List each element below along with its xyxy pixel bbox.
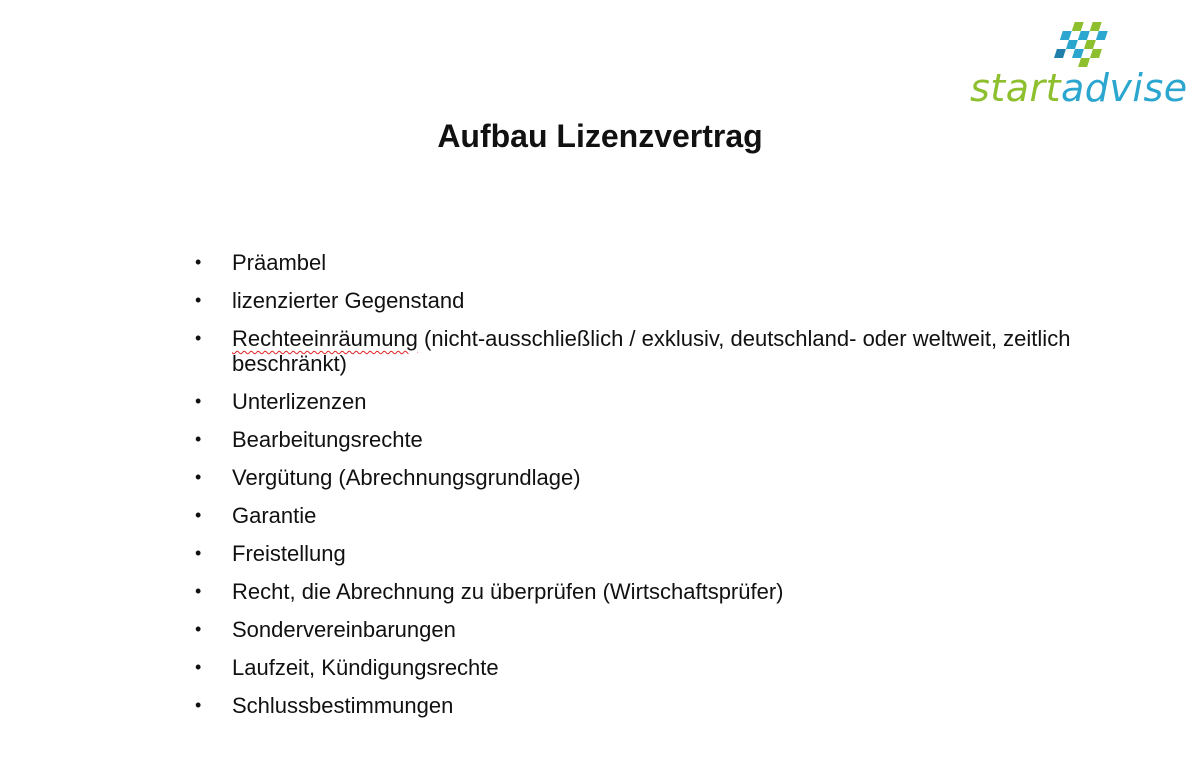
- bullet-text: Freistellung: [232, 541, 346, 566]
- bullet-icon: •: [195, 328, 202, 348]
- slide-title: Aufbau Lizenzvertrag: [437, 118, 763, 154]
- bullet-text: (nicht-ausschließlich / exklusiv, deutschland- oder weltweit, zeitlich beschränkt): [232, 326, 1071, 376]
- startadvise-logo: [966, 18, 1188, 110]
- bullet-text: Bearbeitungsrechte: [232, 427, 423, 452]
- bullet-icon: •: [195, 467, 202, 487]
- bullet-icon: •: [195, 505, 202, 525]
- bullet-text: Garantie: [232, 503, 317, 528]
- bullet-text: Laufzeit, Kündigungsrechte: [232, 655, 499, 680]
- bullet-text: lizenzierter Gegenstand: [232, 288, 465, 313]
- bullet-icon: •: [195, 695, 202, 715]
- spellcheck-flagged-word[interactable]: Rechteeinräumung: [232, 326, 418, 351]
- logo-wordmark: [970, 66, 1188, 110]
- bullet-item-gegenstand: [195, 288, 1155, 313]
- bullet-text: Schlussbestimmungen: [232, 693, 454, 718]
- bullet-icon: •: [195, 429, 202, 449]
- bullet-item-bearbeitungsrechte: [195, 427, 1155, 452]
- bullet-item-laufzeit: [195, 655, 1155, 680]
- bullet-list: [195, 250, 1155, 731]
- bullet-text: Vergütung (Abrechnungsgrundlage): [232, 465, 581, 490]
- bullet-item-freistellung: [195, 541, 1155, 566]
- bullet-item-pruefrecht: [195, 579, 1155, 604]
- bullet-icon: •: [195, 391, 202, 411]
- bullet-item-unterlizenzen: [195, 389, 1155, 414]
- bullet-text: Präambel: [232, 250, 327, 275]
- bullet-item-rechteeinraeumung: [195, 326, 1155, 376]
- bullet-icon: •: [195, 619, 202, 639]
- bullet-text: Recht, die Abrechnung zu überprüfen (Wirtschaftsprüfer): [232, 579, 784, 604]
- bullet-text: Sondervereinbarungen: [232, 617, 456, 642]
- logo-word-advise: advise: [1061, 66, 1188, 110]
- bullet-icon: •: [195, 657, 202, 677]
- logo-word-start: start: [970, 66, 1062, 110]
- bullet-item-garantie: [195, 503, 1155, 528]
- bullet-item-sondervereinbarungen: [195, 617, 1155, 642]
- bullet-icon: •: [195, 290, 202, 310]
- bullet-icon: •: [195, 252, 202, 272]
- bullet-icon: •: [195, 543, 202, 563]
- bullet-icon: •: [195, 581, 202, 601]
- bullet-item-praeambel: [195, 250, 1155, 275]
- bullet-item-verguetung: [195, 465, 1155, 490]
- bullet-text: Unterlizenzen: [232, 389, 367, 414]
- bullet-item-schlussbestimmungen: [195, 693, 1155, 718]
